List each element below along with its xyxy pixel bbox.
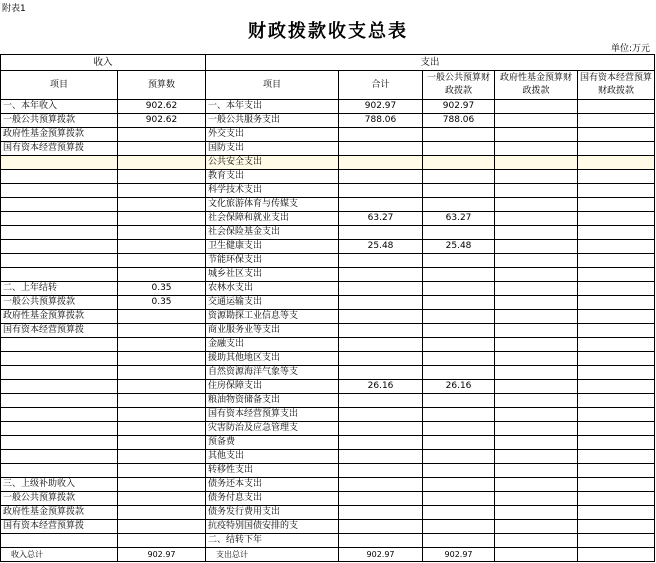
income-value-cell [118,450,206,464]
gov-fund-cell [495,128,578,142]
table-body [1,55,655,562]
expense-total-cell [339,352,423,366]
table-row [1,478,655,492]
income-item-cell [1,394,118,408]
expense-item-cell: 粮油物资储备支出 [206,394,339,408]
expense-item-cell: 卫生健康支出 [206,240,339,254]
section-income: 收入 [1,55,206,71]
income-item-cell: 一般公共预算拨款 [1,296,118,310]
income-item-cell [1,366,118,380]
gov-fund-cell [495,142,578,156]
general-budget-cell [423,282,495,296]
income-value-cell [118,380,206,394]
gov-fund-cell [495,310,578,324]
income-item-cell [1,380,118,394]
expense-total-cell [339,394,423,408]
income-value-cell: 0.35 [118,282,206,296]
budget-table [0,54,655,562]
general-budget-cell: 25.48 [423,240,495,254]
expense-total-cell [339,310,423,324]
gov-fund-cell [495,352,578,366]
general-budget-cell [423,142,495,156]
expense-total-cell [339,338,423,352]
income-item-cell: 政府性基金预算拨款 [1,506,118,520]
expense-item-cell: 公共安全支出 [206,156,339,170]
table-row [1,394,655,408]
column-header-row [1,71,655,100]
general-budget-cell [423,352,495,366]
table-row [1,324,655,338]
expense-total-cell [339,436,423,450]
gov-fund-cell [495,240,578,254]
income-value-cell [118,436,206,450]
general-budget-cell [423,128,495,142]
general-budget-cell [423,408,495,422]
expense-total-label: 支出总计 [206,548,339,562]
table-row [1,366,655,380]
expense-total-cell [339,282,423,296]
income-value-cell [118,338,206,352]
totals-row [1,548,655,562]
table-row [1,128,655,142]
gov-fund-cell [495,422,578,436]
state-capital-cell [578,520,655,534]
income-value-cell [118,310,206,324]
general-budget-cell [423,492,495,506]
state-capital-cell [578,450,655,464]
table-row [1,240,655,254]
state-capital-cell [578,436,655,450]
expense-item-cell: 自然资源海洋气象等支 [206,366,339,380]
table-row [1,184,655,198]
income-item-cell [1,422,118,436]
income-value-cell [118,408,206,422]
expense-total-cell [339,324,423,338]
state-capital-cell [578,142,655,156]
income-value-cell [118,254,206,268]
gov-fund-cell [495,408,578,422]
expense-total-cell: 902.97 [339,100,423,114]
general-budget-cell [423,422,495,436]
income-item-cell [1,534,118,548]
state-capital-cell [578,184,655,198]
general-budget-cell: 26.16 [423,380,495,394]
col-income-item: 项目 [1,71,118,100]
gov-fund-cell [495,380,578,394]
expense-item-cell: 预备费 [206,436,339,450]
expense-item-cell: 交通运输支出 [206,296,339,310]
income-item-cell [1,170,118,184]
expense-item-cell: 抗疫特别国债安排的支 [206,520,339,534]
table-row [1,450,655,464]
expense-total-cell [339,268,423,282]
col-state-capital: 国有资本经营预算财政拨款 [578,71,655,100]
general-budget-cell [423,478,495,492]
table-row [1,114,655,128]
state-capital-cell [578,268,655,282]
gov-fund-cell [495,478,578,492]
table-row [1,520,655,534]
income-item-cell [1,156,118,170]
general-budget-cell [423,324,495,338]
general-budget-cell [423,296,495,310]
state-capital-cell [578,338,655,352]
state-capital-cell [578,100,655,114]
state-capital-cell [578,226,655,240]
gov-fund-cell [495,338,578,352]
general-budget-cell [423,338,495,352]
expense-item-cell: 二、结转下年 [206,534,339,548]
table-row [1,142,655,156]
col-total: 合计 [339,71,423,100]
income-item-cell: 政府性基金预算拨款 [1,128,118,142]
state-capital-cell [578,366,655,380]
income-value-cell [118,464,206,478]
expense-item-cell: 文化旅游体育与传媒支 [206,198,339,212]
gov-fund-cell [495,212,578,226]
income-total-value: 902.97 [118,548,206,562]
income-item-cell [1,254,118,268]
income-value-cell [118,394,206,408]
income-item-cell [1,408,118,422]
state-capital-cell [578,506,655,520]
expense-item-cell: 资源勘探工业信息等支 [206,310,339,324]
expense-item-cell: 社会保障和就业支出 [206,212,339,226]
income-value-cell [118,366,206,380]
general-budget-cell [423,268,495,282]
state-capital-cell [578,310,655,324]
expense-item-cell: 科学技术支出 [206,184,339,198]
state-capital-cell [578,254,655,268]
gov-fund-cell [495,436,578,450]
state-capital-cell [578,296,655,310]
expense-total-cell [339,464,423,478]
expense-total-cell [339,422,423,436]
expense-item-cell: 外交支出 [206,128,339,142]
col-budget: 预算数 [118,71,206,100]
expense-total-cell [339,156,423,170]
income-item-cell: 一、本年收入 [1,100,118,114]
table-row [1,310,655,324]
income-item-cell: 国有资本经营预算拨 [1,142,118,156]
income-item-cell [1,268,118,282]
expense-total-cell [339,366,423,380]
state-capital-cell [578,492,655,506]
expense-item-cell: 债务还本支出 [206,478,339,492]
expense-total-cell [339,254,423,268]
income-item-cell [1,226,118,240]
expense-item-cell: 一般公共服务支出 [206,114,339,128]
table-row [1,492,655,506]
gov-fund-cell [495,170,578,184]
table-row [1,100,655,114]
general-budget-cell [423,226,495,240]
gov-fund-cell [495,184,578,198]
expense-total-cell [339,170,423,184]
gov-fund-cell [495,520,578,534]
state-capital-cell [578,324,655,338]
income-value-cell [118,170,206,184]
table-row [1,534,655,548]
income-value-cell [118,142,206,156]
expense-total-value: 902.97 [339,548,423,562]
expense-item-cell: 国防支出 [206,142,339,156]
expense-item-cell: 灾害防治及应急管理支 [206,422,339,436]
general-budget-cell [423,464,495,478]
income-item-cell: 三、上级补助收入 [1,478,118,492]
income-value-cell [118,226,206,240]
table-row [1,422,655,436]
table-row [1,282,655,296]
expense-item-cell: 农林水支出 [206,282,339,296]
table-row [1,254,655,268]
expense-total-cell [339,492,423,506]
income-value-cell [118,184,206,198]
income-item-cell: 政府性基金预算拨款 [1,310,118,324]
income-item-cell [1,464,118,478]
expense-total-cell [339,520,423,534]
table-row [1,464,655,478]
table-row [1,380,655,394]
gov-fund-cell [495,156,578,170]
income-value-cell [118,128,206,142]
table-row [1,170,655,184]
income-item-cell [1,212,118,226]
general-budget-cell [423,520,495,534]
income-value-cell [118,534,206,548]
gov-fund-cell [495,366,578,380]
expense-item-cell: 节能环保支出 [206,254,339,268]
expense-total-cell [339,226,423,240]
state-capital-cell [578,170,655,184]
income-value-cell [118,492,206,506]
income-item-cell: 国有资本经营预算拨 [1,324,118,338]
income-item-cell: 二、上年结转 [1,282,118,296]
state-capital-cell [578,422,655,436]
general-budget-cell [423,394,495,408]
expense-item-cell: 一、本年支出 [206,100,339,114]
general-budget-cell [423,170,495,184]
gov-fund-cell [495,324,578,338]
state-capital-cell [578,282,655,296]
general-budget-cell [423,436,495,450]
expense-total-cell [339,128,423,142]
income-value-cell [118,478,206,492]
expense-total-cell [339,450,423,464]
gov-fund-cell [495,268,578,282]
expense-total-cell [339,296,423,310]
income-item-cell: 一般公共预算拨款 [1,492,118,506]
table-row [1,352,655,366]
general-budget-cell [423,254,495,268]
gov-fund-cell [495,282,578,296]
gov-fund-cell [495,534,578,548]
table-row [1,198,655,212]
expense-total-cell: 25.48 [339,240,423,254]
expense-item-cell: 商业服务业等支出 [206,324,339,338]
state-capital-cell [578,478,655,492]
table-row [1,436,655,450]
state-capital-cell [578,394,655,408]
state-capital-total-value [578,548,655,562]
gov-fund-cell [495,492,578,506]
general-budget-cell [423,366,495,380]
income-item-cell [1,450,118,464]
income-value-cell [118,352,206,366]
income-item-cell [1,436,118,450]
income-total-label: 收入总计 [1,548,118,562]
state-capital-cell [578,408,655,422]
income-item-cell [1,198,118,212]
state-capital-cell [578,212,655,226]
unit-label: 单位:万元 [610,44,650,54]
state-capital-cell [578,240,655,254]
expense-total-cell: 63.27 [339,212,423,226]
expense-item-cell: 债务付息支出 [206,492,339,506]
table-row [1,296,655,310]
expense-item-cell: 国有资本经营预算支出 [206,408,339,422]
income-item-cell [1,352,118,366]
gov-fund-total-value [495,548,578,562]
expense-item-cell: 金融支出 [206,338,339,352]
general-budget-cell [423,184,495,198]
expense-total-cell [339,506,423,520]
expense-total-cell [339,408,423,422]
income-value-cell [118,268,206,282]
page-title: 财政拨款收支总表 [248,21,408,42]
general-total-value: 902.97 [423,548,495,562]
expense-item-cell: 城乡社区支出 [206,268,339,282]
income-value-cell: 0.35 [118,296,206,310]
income-value-cell [118,198,206,212]
state-capital-cell [578,534,655,548]
income-item-cell [1,240,118,254]
section-header-row [1,55,655,71]
general-budget-cell: 902.97 [423,100,495,114]
income-value-cell [118,212,206,226]
expense-total-cell [339,198,423,212]
state-capital-cell [578,128,655,142]
income-value-cell [118,422,206,436]
general-budget-cell [423,450,495,464]
gov-fund-cell [495,464,578,478]
expense-item-cell: 教育支出 [206,170,339,184]
state-capital-cell [578,156,655,170]
income-value-cell: 902.62 [118,114,206,128]
state-capital-cell [578,380,655,394]
expense-total-cell [339,142,423,156]
expense-item-cell: 住房保障支出 [206,380,339,394]
gov-fund-cell [495,296,578,310]
table-row [1,338,655,352]
gov-fund-cell [495,394,578,408]
col-gov-fund: 政府性基金预算财政拨款 [495,71,578,100]
expense-item-cell: 转移性支出 [206,464,339,478]
table-row [1,408,655,422]
general-budget-cell: 63.27 [423,212,495,226]
income-value-cell [118,506,206,520]
expense-total-cell [339,478,423,492]
general-budget-cell: 788.06 [423,114,495,128]
expense-total-cell [339,184,423,198]
expense-item-cell: 社会保险基金支出 [206,226,339,240]
col-general: 一般公共预算财政拨款 [423,71,495,100]
gov-fund-cell [495,226,578,240]
col-expense-item: 项目 [206,71,339,100]
table-row [1,268,655,282]
general-budget-cell [423,198,495,212]
gov-fund-cell [495,506,578,520]
general-budget-cell [423,534,495,548]
general-budget-cell [423,310,495,324]
expense-item-cell: 援助其他地区支出 [206,352,339,366]
gov-fund-cell [495,100,578,114]
income-item-cell [1,338,118,352]
table-row [1,506,655,520]
attachment-label: 附表1 [2,4,26,14]
gov-fund-cell [495,198,578,212]
income-value-cell: 902.62 [118,100,206,114]
gov-fund-cell [495,450,578,464]
table-row [1,226,655,240]
table-row [1,156,655,170]
income-item-cell: 国有资本经营预算拨 [1,520,118,534]
state-capital-cell [578,464,655,478]
income-value-cell [118,324,206,338]
expense-total-cell: 788.06 [339,114,423,128]
state-capital-cell [578,352,655,366]
income-value-cell [118,240,206,254]
general-budget-cell [423,506,495,520]
expense-total-cell: 26.16 [339,380,423,394]
income-item-cell [1,184,118,198]
income-item-cell: 一般公共预算拨款 [1,114,118,128]
table-row [1,212,655,226]
expense-item-cell: 其他支出 [206,450,339,464]
expense-total-cell [339,534,423,548]
expense-item-cell: 债务发行费用支出 [206,506,339,520]
state-capital-cell [578,198,655,212]
gov-fund-cell [495,254,578,268]
income-value-cell [118,156,206,170]
income-value-cell [118,520,206,534]
gov-fund-cell [495,114,578,128]
general-budget-cell [423,156,495,170]
section-expense: 支出 [206,55,655,71]
state-capital-cell [578,114,655,128]
